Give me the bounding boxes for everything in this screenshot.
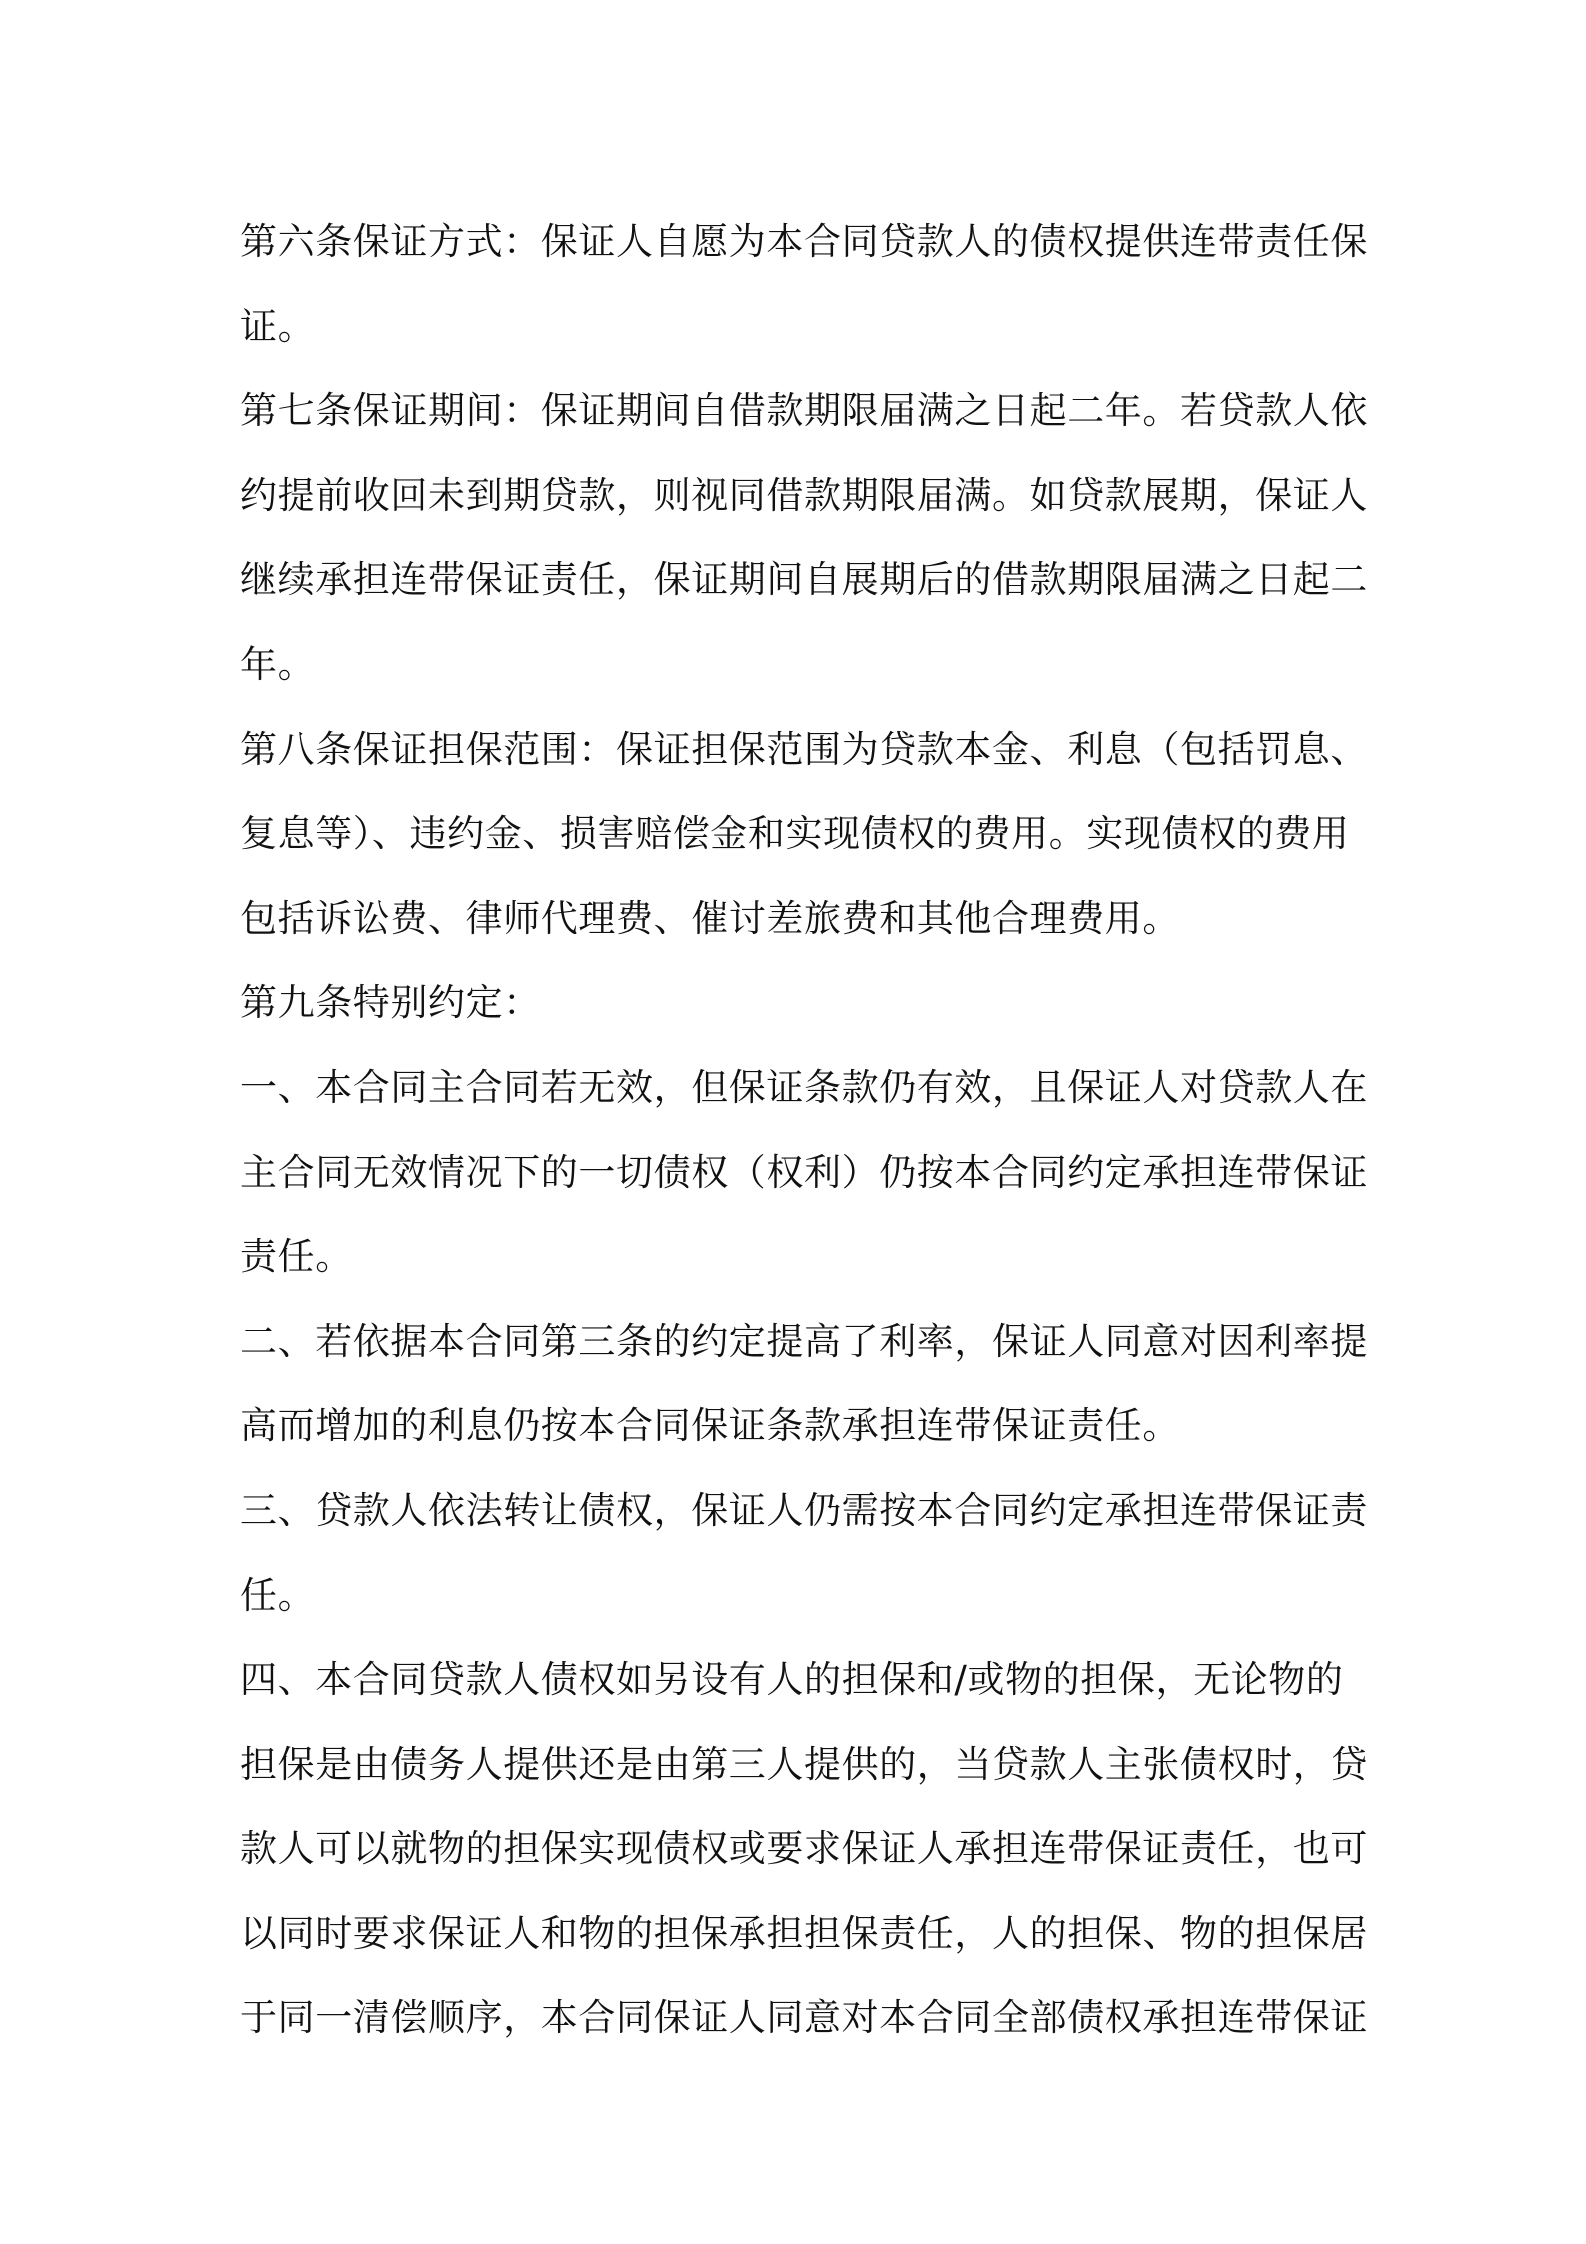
text-line: 主合同无效情况下的一切债权（权利）仍按本合同约定承担连带保证 (240, 1150, 1368, 1194)
text-line: 高而增加的利息仍按本合同保证条款承担连带保证责任。 (240, 1404, 1180, 1448)
text-line: 年。 (240, 642, 316, 686)
text-line: 证。 (240, 304, 316, 348)
text-line: 以同时要求保证人和物的担保承担担保责任，人的担保、物的担保居 (240, 1911, 1368, 1955)
text-line: 款人可以就物的担保实现债权或要求保证人承担连带保证责任，也可 (240, 1827, 1368, 1871)
text-line: 四、本合同贷款人债权如另设有人的担保和/或物的担保，无论物的 (240, 1658, 1344, 1702)
text-line: 第九条特别约定： (240, 981, 541, 1025)
text-line: 一、本合同主合同若无效，但保证条款仍有效，且保证人对贷款人在 (240, 1065, 1368, 1109)
text-line: 三、贷款人依法转让债权，保证人仍需按本合同约定承担连带保证责 (240, 1488, 1368, 1532)
text-line: 于同一清偿顺序，本合同保证人同意对本合同全部债权承担连带保证 (240, 1996, 1368, 2040)
contract-text (240, 200, 1368, 2061)
text-line: 包括诉讼费、律师代理费、催讨差旅费和其他合理费用。 (240, 896, 1180, 940)
text-line: 责任。 (240, 1235, 353, 1279)
text-line: 约提前收回未到期贷款，则视同借款期限届满。如贷款展期，保证人 (240, 473, 1368, 517)
text-line: 继续承担连带保证责任，保证期间自展期后的借款期限届满之日起二 (240, 558, 1368, 602)
text-line: 第七条保证期间：保证期间自借款期限届满之日起二年。若贷款人依 (240, 389, 1368, 433)
text-line: 第八条保证担保范围：保证担保范围为贷款本金、利息（包括罚息、 (240, 727, 1368, 771)
text-line: 二、若依据本合同第三条的约定提高了利率，保证人同意对因利率提 (240, 1319, 1368, 1363)
text-line: 任。 (240, 1573, 316, 1617)
text-line: 复息等）、违约金、损害赔偿金和实现债权的费用。实现债权的费用 (240, 812, 1350, 856)
text-line: 担保是由债务人提供还是由第三人提供的，当贷款人主张债权时，贷 (240, 1742, 1368, 1786)
text-line: 第六条保证方式：保证人自愿为本合同贷款人的债权提供连带责任保 (240, 220, 1368, 263)
